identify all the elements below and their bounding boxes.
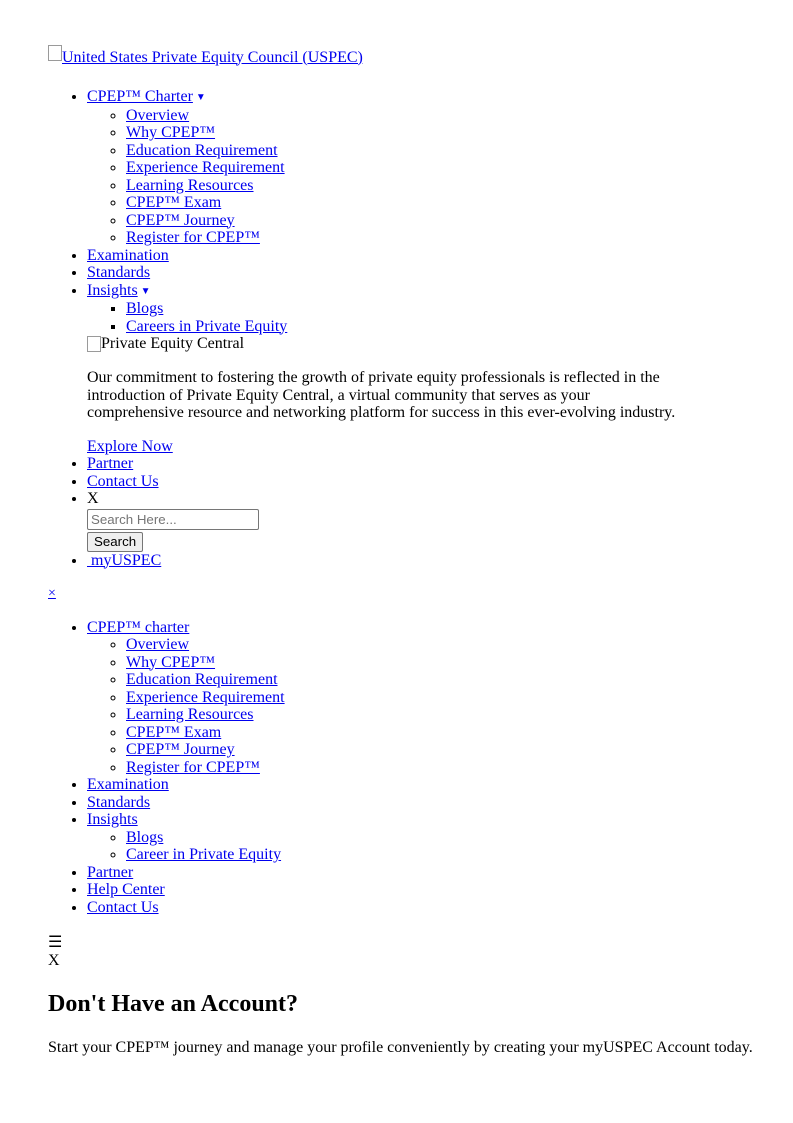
nav-link-cpep-charter[interactable]: CPEP™ Charter ▼	[87, 88, 206, 105]
submenu-link-journey[interactable]: CPEP™ Journey	[126, 211, 235, 229]
nav-item-insights	[87, 282, 793, 456]
mobile-nav-link-examination[interactable]: Examination	[87, 776, 169, 793]
insights-mega-menu	[87, 300, 793, 455]
mobile-nav	[48, 619, 793, 917]
mobile-nav-link-help[interactable]: Help Center	[87, 881, 165, 898]
mobile-submenu-cpep-charter	[87, 636, 793, 776]
cta-text: Start your CPEP™ journey and manage your profile conveniently by creating your myUSPEC Account today.	[48, 1039, 753, 1056]
mobile-submenu-link-journey[interactable]: CPEP™ Journey	[126, 741, 235, 758]
search-input[interactable]	[87, 509, 259, 530]
submenu-link-learning[interactable]: Learning Resources	[126, 176, 254, 194]
menu-toggle-group	[48, 934, 793, 970]
triangle-down-icon: ▼	[195, 92, 206, 103]
search-button[interactable]: Search	[87, 532, 143, 552]
nav-item-myuspec	[87, 552, 793, 570]
mobile-submenu-insights	[87, 829, 793, 864]
submenu-item	[126, 142, 793, 160]
submenu-item	[126, 636, 793, 654]
promo-image-alt: Private Equity Central	[101, 335, 245, 353]
promo-text: Our commitment to fostering the growth of private equity professionals is reflected in the introduction of Private Equity Central, a virtual community that serves as your comprehensive resource and networking platform for success in this ever-evolving industry.	[87, 369, 676, 421]
mega-menu-body	[87, 300, 793, 455]
submenu-item	[126, 159, 793, 177]
myuspec-link[interactable]: myUSPEC	[87, 551, 162, 569]
mobile-submenu-link-why-cpep[interactable]: Why CPEP™	[126, 653, 216, 671]
submenu-item	[126, 759, 793, 777]
logo-link[interactable]	[48, 46, 363, 67]
submenu-item	[126, 194, 793, 212]
mobile-submenu-link-overview[interactable]: Overview	[126, 636, 190, 653]
submenu-item	[126, 846, 793, 864]
submenu-link-experience[interactable]: Experience Requirement	[126, 159, 285, 176]
nav-link-contact[interactable]: Contact Us	[87, 472, 159, 490]
nav-item-examination	[87, 247, 793, 265]
submenu-insights	[87, 300, 793, 335]
mobile-nav-item-examination	[87, 776, 793, 794]
submenu-cpep-charter	[87, 107, 793, 247]
mobile-submenu-link-learning[interactable]: Learning Resources	[126, 706, 254, 723]
nav-link-insights[interactable]: Insights ▼	[87, 281, 151, 299]
submenu-link-blogs[interactable]: Blogs	[126, 300, 164, 317]
mobile-submenu-link-blogs[interactable]: Blogs	[126, 828, 164, 846]
mobile-nav-item-contact	[87, 899, 793, 917]
mobile-nav-item-insights	[87, 811, 793, 864]
nav-item-partner	[87, 455, 793, 473]
broken-image-icon	[48, 45, 62, 61]
submenu-item	[126, 300, 793, 318]
close-x-icon[interactable]: X	[48, 952, 60, 969]
explore-now-link[interactable]: Explore Now	[87, 437, 173, 455]
primary-nav	[48, 88, 793, 569]
logo	[48, 46, 793, 66]
mobile-nav-link-contact[interactable]: Contact Us	[87, 898, 159, 916]
submenu-item	[126, 671, 793, 689]
submenu-item	[126, 706, 793, 724]
mobile-nav-item-standards	[87, 794, 793, 812]
submenu-item	[126, 318, 793, 336]
mobile-nav-item-partner	[87, 864, 793, 882]
mobile-nav-link-partner[interactable]: Partner	[87, 863, 134, 881]
nav-link-examination[interactable]: Examination	[87, 246, 169, 264]
submenu-item	[126, 689, 793, 707]
promo-image	[87, 335, 793, 353]
mobile-nav-link-standards[interactable]: Standards	[87, 793, 151, 811]
submenu-item	[126, 212, 793, 230]
mobile-submenu-link-experience[interactable]: Experience Requirement	[126, 688, 285, 706]
mobile-submenu-link-career[interactable]: Career in Private Equity	[126, 846, 282, 863]
nav-item-contact	[87, 473, 793, 491]
submenu-item	[126, 107, 793, 125]
triangle-down-icon: ▼	[140, 285, 151, 297]
search-close-button[interactable]: X	[87, 490, 99, 507]
mobile-submenu-link-register[interactable]: Register for CPEP™	[126, 758, 260, 776]
nav-item-search	[87, 490, 793, 552]
submenu-item	[126, 229, 793, 247]
submenu-link-exam[interactable]: CPEP™ Exam	[126, 194, 222, 211]
nav-link-partner[interactable]: Partner	[87, 455, 134, 472]
mobile-nav-item-help	[87, 881, 793, 899]
mobile-nav-link-cpep-charter[interactable]: CPEP™ charter	[87, 618, 190, 636]
submenu-link-careers[interactable]: Careers in Private Equity	[126, 317, 288, 335]
mobile-submenu-link-education[interactable]: Education Requirement	[126, 671, 278, 688]
submenu-item	[126, 177, 793, 195]
submenu-item	[126, 654, 793, 672]
hamburger-icon[interactable]: ☰	[48, 934, 63, 951]
submenu-item	[126, 724, 793, 742]
submenu-item	[126, 829, 793, 847]
mobile-nav-item-cpep-charter	[87, 619, 793, 777]
nav-item-cpep-charter	[87, 88, 793, 247]
cta-heading: Don't Have an Account?	[48, 991, 299, 1017]
mobile-submenu-link-exam[interactable]: CPEP™ Exam	[126, 723, 222, 741]
nav-item-standards	[87, 264, 793, 282]
submenu-link-overview[interactable]: Overview	[126, 106, 190, 124]
submenu-link-register[interactable]: Register for CPEP™	[126, 229, 260, 246]
broken-image-icon	[87, 336, 101, 352]
submenu-item	[126, 741, 793, 759]
logo-alt-text: United States Private Equity Council (USPEC)	[62, 48, 363, 66]
close-icon[interactable]: ×	[48, 586, 56, 601]
submenu-link-education[interactable]: Education Requirement	[126, 141, 278, 159]
mobile-nav-link-insights[interactable]: Insights	[87, 811, 138, 828]
nav-link-standards[interactable]: Standards	[87, 264, 151, 281]
submenu-item	[126, 124, 793, 142]
submenu-link-why-cpep[interactable]: Why CPEP™	[126, 124, 216, 141]
